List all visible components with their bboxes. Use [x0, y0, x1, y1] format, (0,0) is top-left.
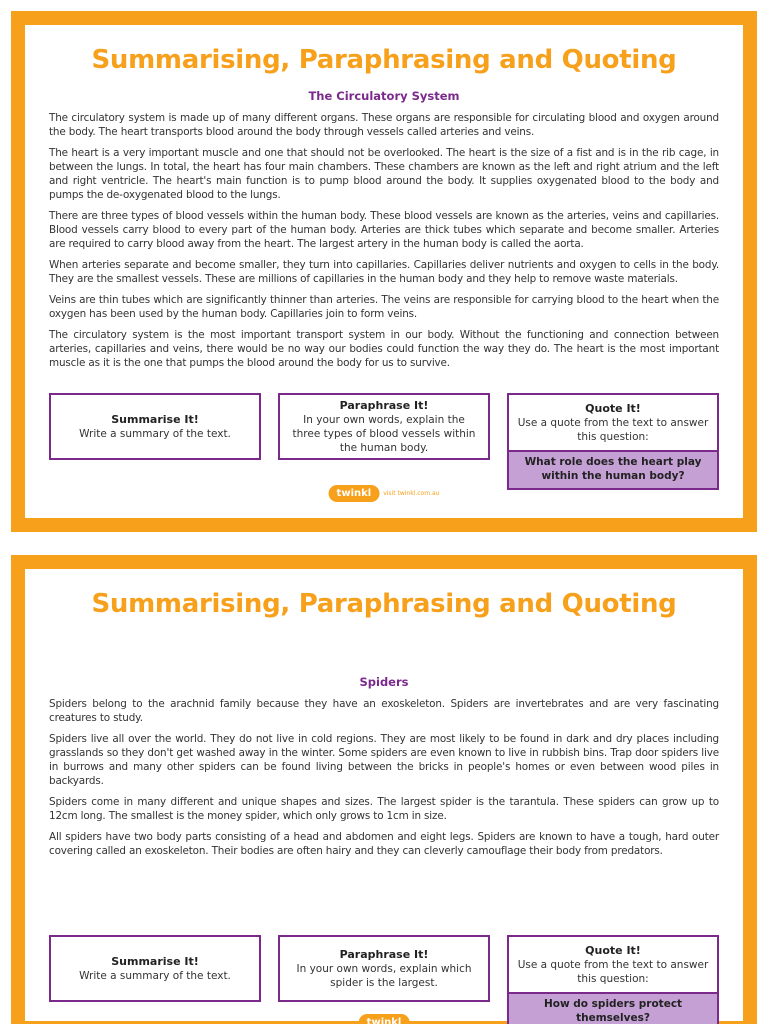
quote-box [507, 935, 719, 1024]
paragraph: Spiders live all over the world. They do not live in cold regions. They are most likely to be found in dark and dry places including grasslands so they don't get washed away in the winter. Some spiders are even known to live in rubbish bins. Trap door spiders live in burrows and many other spiders can be found living between the bricks in people's homes or even between wood piles in backyards. [49, 733, 719, 787]
task-boxes [49, 393, 719, 490]
worksheet-spiders [11, 555, 757, 1024]
section-subtitle: Spiders [359, 675, 409, 689]
quote-text: Use a quote from the text to answer this question: [517, 958, 709, 985]
twinkl-logo [329, 485, 440, 502]
paragraph: Spiders come in many different and unique shapes and sizes. The largest spider is the tarantula. These spiders can grow up to 12cm long. The smallest is the money spider, which only grows to 1cm in size. [49, 796, 719, 822]
summarise-box [49, 393, 261, 460]
paragraph: The circulatory system is made up of many different organs. These organs are responsible for circulating blood and oxygen around the body. The heart transports blood around the body through vessels called arteries and veins. [49, 112, 719, 138]
logo-badge: twinkl [359, 1014, 410, 1024]
logo-badge: twinkl [329, 485, 380, 502]
task-boxes [49, 935, 719, 1024]
paraphrase-box [278, 393, 490, 460]
quote-instructions [507, 935, 719, 992]
paraphrase-text: In your own words, explain which spider is the largest. [296, 962, 472, 989]
page-title: Summarising, Paraphrasing and Quoting [91, 45, 677, 75]
summarise-text: Write a summary of the text. [79, 969, 231, 982]
paraphrase-box [278, 935, 490, 1002]
paragraph: When arteries separate and become smaller, they turn into capillaries. Capillaries deliver nutrients and oxygen to cells in the body. They are the smallest vessels. These are millions of capillaries in the human body and they help to remove waste materials. [49, 259, 719, 285]
section-subtitle: The Circulatory System [308, 89, 460, 103]
paragraph: Veins are thin tubes which are significantly thinner than arteries. The veins are responsible for carrying blood to the heart when the oxygen has been used by the human body. Capillaries join to form veins. [49, 294, 719, 320]
paragraph: There are three types of blood vessels within the human body. These blood vessels are known as the arteries, veins and capillaries. Blood vessels carry blood to every part of the human body. Arteries are thick tubes which separate and become smaller. Arteries are required to carry blood away from the heart. The largest artery in the human body is called the aorta. [49, 210, 719, 250]
quote-instructions [507, 393, 719, 450]
paragraph: The heart is a very important muscle and one that should not be overlooked. The heart is the size of a fist and is in the rib cage, in between the lungs. In total, the heart has four main chambers. These chambers are known as the left and right atrium and the left and right ventricle. The heart's main function is to pump blood around the body. It supplies oxygenated blood to the body and pumps the de-oxygenated blood to the lungs. [49, 147, 719, 201]
paraphrase-heading: Paraphrase It! [339, 398, 429, 412]
twinkl-logo [359, 1014, 410, 1024]
logo-url: visit twinkl.com.au [383, 490, 440, 497]
quote-question: What role does the heart play within the human body? [507, 450, 719, 490]
paragraph: The circulatory system is the most important transport system in our body. Without the functioning and connection between arteries, capillaries and veins, there would be no way our bodies could function the way they do. The heart is the most important muscle as it is the one that pumps the blood around the body for us to survive. [49, 329, 719, 369]
quote-text: Use a quote from the text to answer this question: [517, 416, 709, 443]
worksheet-inner [25, 25, 743, 518]
summarise-box [49, 935, 261, 1002]
quote-box [507, 393, 719, 490]
paraphrase-heading: Paraphrase It! [339, 947, 429, 961]
quote-heading: Quote It! [585, 401, 641, 415]
paraphrase-text: In your own words, explain the three types of blood vessels within the human body. [292, 413, 476, 454]
summarise-text: Write a summary of the text. [79, 427, 231, 440]
paragraph: Spiders belong to the arachnid family because they have an exoskeleton. Spiders are invertebrates and are very fascinating creatures to study. [49, 698, 719, 724]
summarise-heading: Summarise It! [111, 954, 199, 968]
quote-heading: Quote It! [585, 943, 641, 957]
summarise-heading: Summarise It! [111, 412, 199, 426]
worksheet-circulatory [11, 11, 757, 532]
worksheet-inner [25, 569, 743, 1024]
quote-question: How do spiders protect themselves? [507, 992, 719, 1024]
paragraph: All spiders have two body parts consisting of a head and abdomen and eight legs. Spiders are known to have a tough, hard outer covering called an exoskeleton. Their bodies are often hairy and they can cleverly camouflage their body from predators. [49, 831, 719, 857]
page-title: Summarising, Paraphrasing and Quoting [91, 589, 677, 619]
